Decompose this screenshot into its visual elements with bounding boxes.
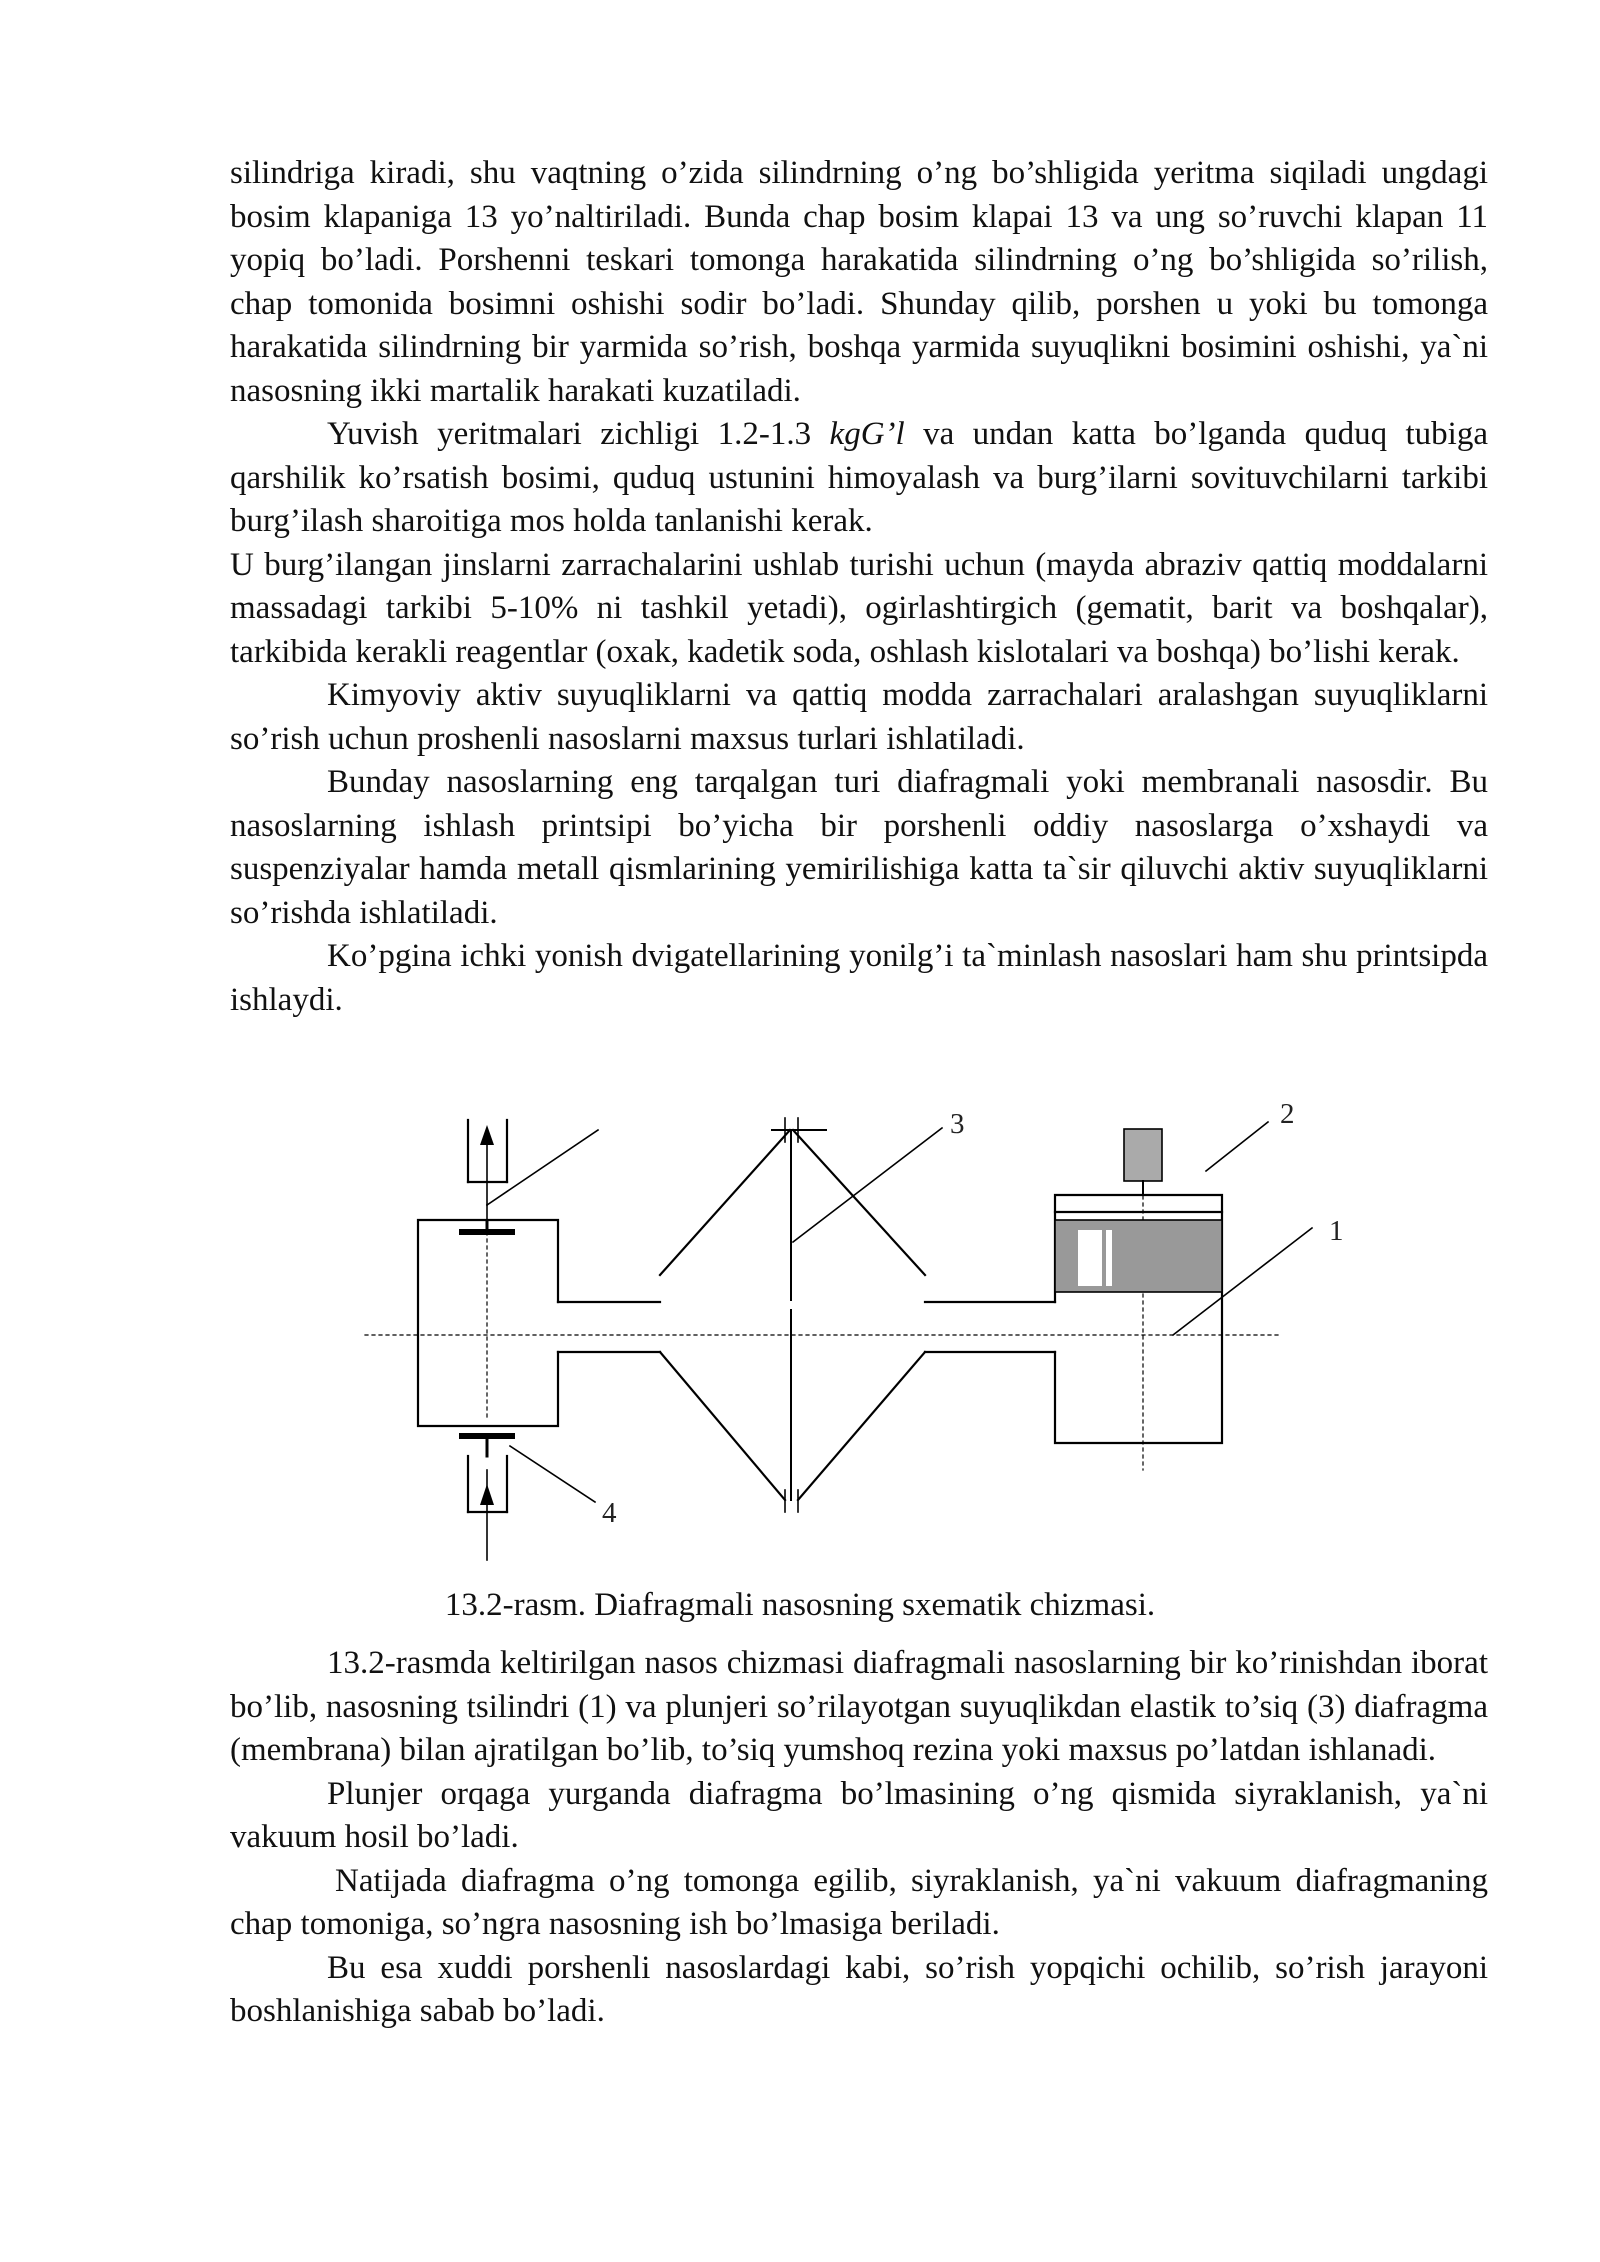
piston-slot-left [1078,1230,1102,1286]
top-text-section [230,152,1488,1022]
paragraph-9: Natijada diafragma o’ng tomonga egilib, siyraklanish, ya`ni vakuum diafragmaning chap tomoniga, so’ngra nasosning ish bo’lmasiga beriladi. [230,1862,1488,1942]
paragraph-2-end: va undan katta bo’lganda quduq tubiga qarshilik ko’rsatish bosimi, quduq ustunini himoyalash va burg’ilarni sovituvchilarni tarkibi burg’ilash sharoitiga mos holda tanlanishi kerak. [230,416,1488,539]
label-line-4 [510,1446,595,1502]
figure-label-2: 2 [1280,1100,1295,1130]
label-line-3 [793,1128,942,1242]
diaphragm-pump-diagram [0,1100,1600,1580]
plunger-rod [1124,1129,1162,1181]
paragraph-2 [230,413,1488,544]
figure-label-1: 1 [1329,1215,1344,1247]
outlet-arrow-head [480,1125,494,1145]
figure-label-4: 4 [602,1497,617,1529]
diaphragm-chamber-bottom-left [660,1352,785,1500]
paragraph-8: Plunjer orqaga yurganda diafragma bo’lmasining o’ng qismida siyraklanish, ya`ni vakuum hosil bo’ladi. [230,1775,1488,1855]
bottom-text-section [230,1642,1488,2034]
label-line-top-left [487,1130,598,1205]
paragraph-6: Ko’pgina ichki yonish dvigatellarining yonilg’i ta`minlash nasoslari ham shu printsipda ishlaydi. [230,938,1488,1018]
figure-caption: 13.2-rasm. Diafragmali nasosning sxematik chizmasi. [444,1587,1156,1623]
paragraph-7: 13.2-rasmda keltirilgan nasos chizmasi diafragmali nasoslarning bir ko’rinishdan iborat bo’lib, nasosning tsilindri (1) va plunjeri so’rilayotgan suyuqlikdan elastik to’siq (3) diafragma (membrana) bilan ajratilgan bo’lib, to’siq yumshoq rezina yoki maxsus po’latdan ishlanadi. [230,1645,1488,1768]
paragraph-10: Bu esa xuddi porshenli nasoslardagi kabi, so’rish yopqichi ochilib, so’rish jarayoni boshlanishiga sabab bo’ladi. [230,1949,1488,2029]
paragraph-1: silindriga kiradi, shu vaqtning o’zida silindrning o’ng bo’shligida yeritma siqiladi ungdagi bosim klapaniga 13 yo’naltiriladi. Bunda chap bosim klapai 13 va ung so’ruvchi klapan 11 yopiq bo’ladi. Porshenni teskari tomonga harakatida silindrning o’ng bo’shligida so’rilish, chap tomonida bosimni oshishi sodir bo’ladi. Shunday qilib, porshen u yoki bu tomonga harakatida silindrning bir yarmida so’rish, boshqa yarmida suyuqlikni bosimini oshishi, ya`ni nasosning ikki martalik harakati kuzatiladi. [230,155,1488,409]
inlet-arrow-head [480,1484,494,1505]
density-unit: kgG’l [829,416,905,452]
paragraph-3: U burg’ilangan jinslarni zarrachalarini ushlab turishi uchun (mayda abraziv qattiq moddalarni massadagi tarkibi 5-10% ni tashkil yetadi), ogirlashtirgich (gematit, barit va boshqalar), tarkibida kerakli reagentlar (oxak, kadetik soda, oshlash kislotalari va boshqa) bo’lishi kerak. [230,546,1488,670]
diaphragm-chamber-top-left [660,1130,790,1275]
piston-slot-right [1106,1230,1112,1286]
paragraph-4: Kimyoviy aktiv suyuqliklarni va qattiq modda zarrachalari aralashgan suyuqliklarni so’rish uchun proshenli nasoslarni maxsus turlari ishlatiladi. [230,677,1488,757]
paragraph-2-start: Yuvish yeritmalari zichligi 1.2-1.3 [327,416,830,452]
label-line-2 [1206,1122,1268,1171]
diaphragm-chamber-bottom-right [798,1352,925,1500]
diaphragm-chamber-top-right [793,1130,925,1275]
figure-label-3: 3 [950,1108,965,1140]
paragraph-5: Bunday nasoslarning eng tarqalgan turi diafragmali yoki membranali nasosdir. Bu nasoslarning ishlash printsipi bo’yicha bir porshenli oddiy nasoslarga o’xshaydi va suspenziyalar hamda metall qismlarining yemirilishiga katta ta`sir qiluvchi aktiv suyuqliklarni so’rishda ishlatiladi. [230,764,1488,931]
valve-chamber-outline [418,1220,558,1426]
